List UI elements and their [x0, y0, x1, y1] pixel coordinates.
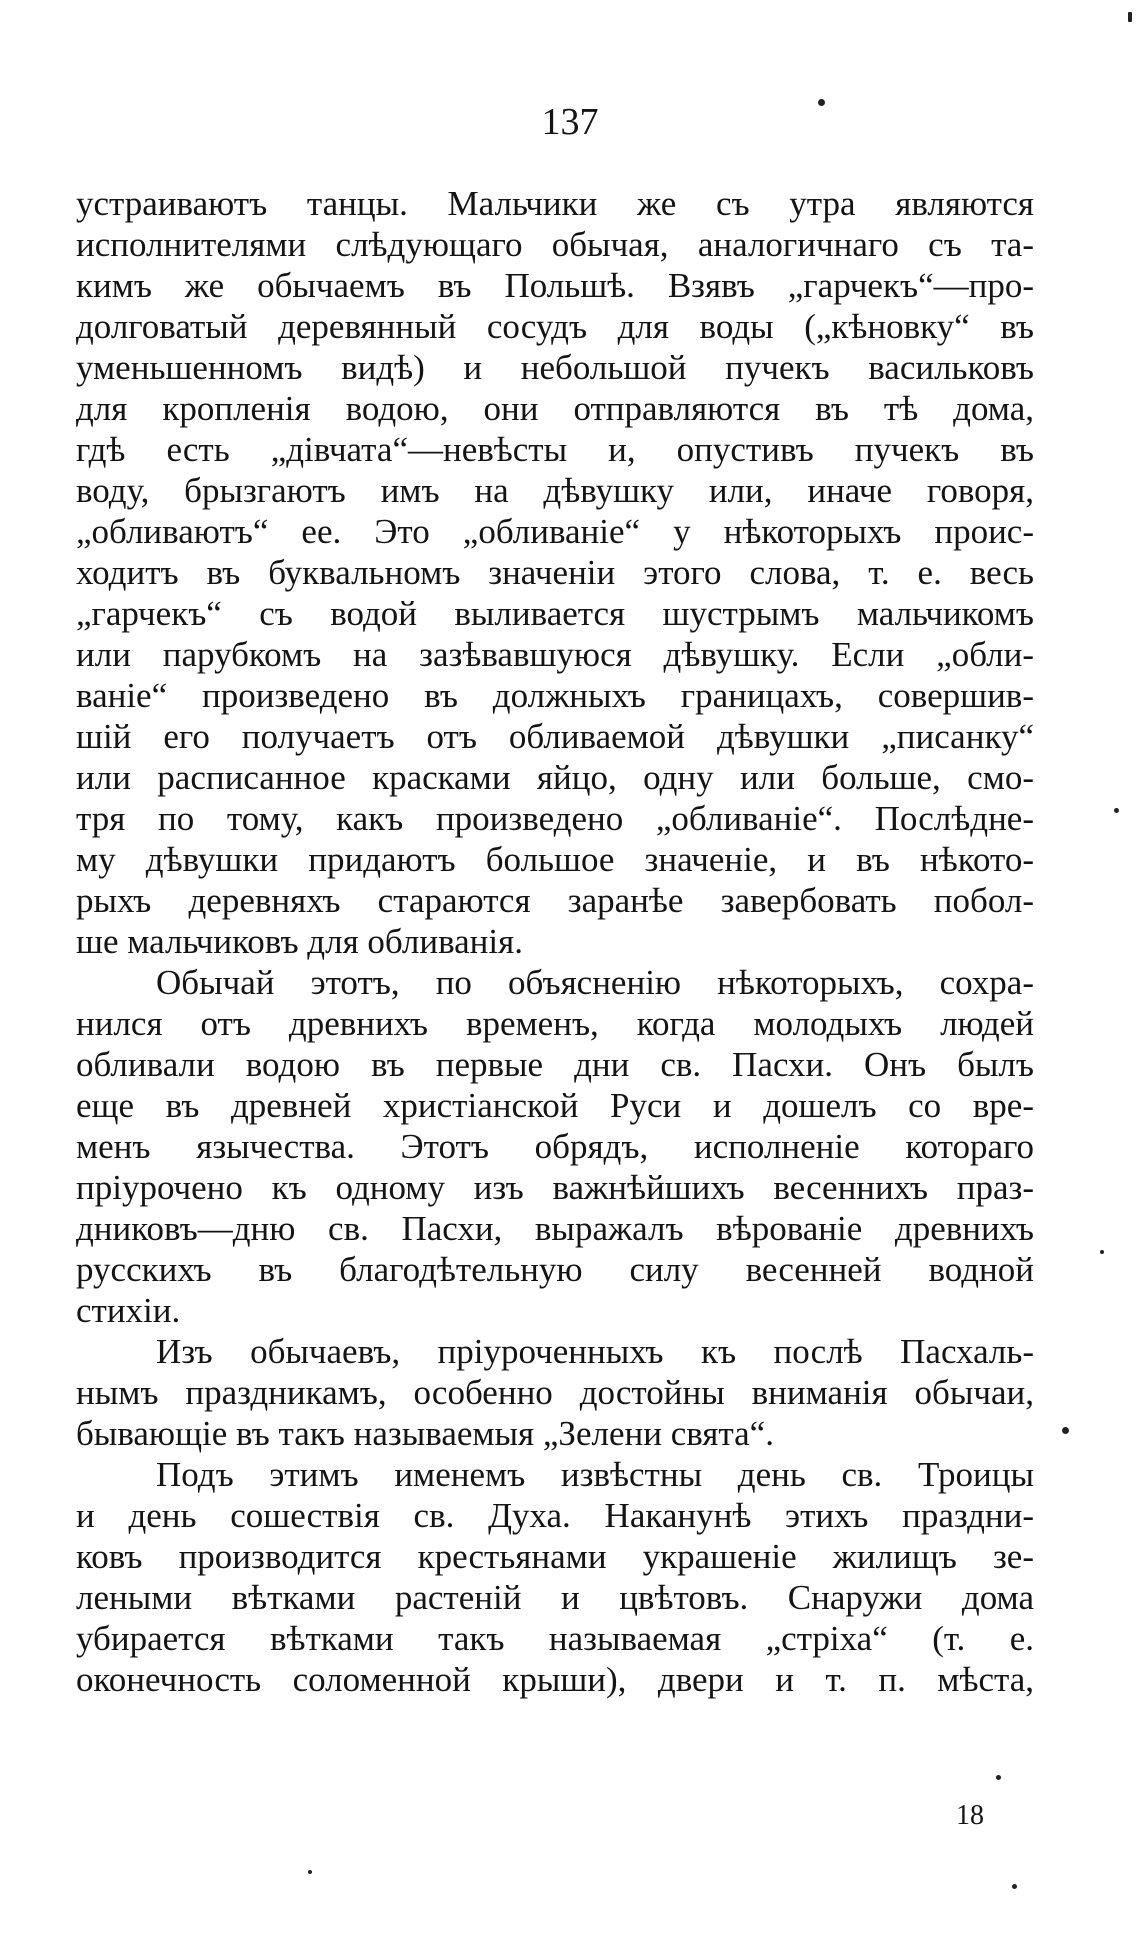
paragraph-1: [76, 183, 1034, 962]
text-line: исполнителями слѣдующаго обычая, аналогичнаго съ та-: [76, 225, 1034, 264]
text-line: Обычай этотъ, по объясненію нѣкоторыхъ, сохра-: [156, 963, 1034, 1002]
text-line: тря по тому, какъ произведено „обливаніе“. Послѣдне-: [76, 799, 1034, 838]
scan-speck: [1100, 1250, 1104, 1254]
scan-speck: [996, 1775, 1001, 1780]
text-line: ваніе“ произведено въ должныхъ границахъ, совершив-: [76, 676, 1034, 715]
text-line: или парубкомъ на зазѣвавшуюся дѣвушку. Если „обли-: [76, 635, 1034, 674]
text-line: устраиваютъ танцы. Мальчики же съ утра являются: [76, 184, 1034, 223]
text-line: ше мальчиковъ для обливанія.: [76, 922, 523, 961]
text-line: Изъ обычаевъ, пріуроченныхъ къ послѣ Пасхаль-: [156, 1332, 1034, 1371]
paragraph-4: [76, 1454, 1034, 1700]
text-line: леными вѣтками растеній и цвѣтовъ. Снаружи дома: [76, 1578, 1034, 1617]
scan-speck: [308, 1870, 312, 1874]
scan-speck: [1114, 808, 1119, 813]
text-line: уменьшенномъ видѣ) и небольшой пучекъ васильковъ: [76, 348, 1034, 387]
text-line: и день сошествія св. Духа. Наканунѣ этихъ праздни-: [76, 1496, 1034, 1535]
text-line: нился отъ древнихъ временъ, когда молодыхъ людей: [76, 1004, 1034, 1043]
page-number: 137: [541, 101, 599, 143]
paragraph-3: [76, 1331, 1034, 1454]
text-line: менъ язычества. Этотъ обрядъ, исполненіе котораго: [76, 1127, 1034, 1166]
text-line: или расписанное красками яйцо, одну или больше, смо-: [76, 758, 1034, 797]
scan-speck: [1128, 12, 1132, 22]
text-line: ходитъ въ буквальномъ значеніи этого слова, т. е. весь: [76, 553, 1034, 592]
text-line: шій его получаетъ отъ обливаемой дѣвушки „писанку“: [76, 717, 1034, 756]
text-line: стихіи.: [76, 1291, 181, 1330]
text-line: „гарчекъ“ съ водой выливается шустрымъ мальчикомъ: [76, 594, 1034, 633]
text-line: для кропленія водою, они отправляются въ тѣ дома,: [76, 389, 1034, 428]
text-line: убирается вѣтками такъ называемая „стріха“ (т. е.: [76, 1619, 1034, 1658]
text-line: дниковъ—дню св. Пасхи, выражалъ вѣрованіе древнихъ: [76, 1209, 1034, 1248]
text-line: кимъ же обычаемъ въ Польшѣ. Взявъ „гарчекъ“—про-: [76, 266, 1034, 305]
scan-speck: [1012, 1884, 1017, 1889]
signature-mark: 18: [956, 1800, 984, 1831]
text-line: ковъ производится крестьянами украшеніе жилищъ зе-: [76, 1537, 1034, 1576]
text-line: русскихъ въ благодѣтельную силу весенней водной: [76, 1250, 1034, 1289]
text-line: рыхъ деревняхъ стараются заранѣе завербовать побол-: [76, 881, 1034, 920]
text-line: бывающіе въ такъ называемыя „Зелени свята“.: [76, 1414, 774, 1453]
text-line: гдѣ есть „дівчата“—невѣсты и, опустивъ пучекъ въ: [76, 430, 1034, 469]
text-line: нымъ праздникамъ, особенно достойны вниманія обычаи,: [76, 1373, 1034, 1412]
text-line: Подъ этимъ именемъ извѣстны день св. Троицы: [156, 1455, 1034, 1494]
text-line: долговатый деревянный сосудъ для воды („кѣновку“ въ: [76, 307, 1034, 346]
text-line: еще въ древней христіанской Руси и дошелъ со вре-: [76, 1086, 1034, 1125]
scan-speck: [818, 99, 825, 106]
text-line: му дѣвушки придаютъ большое значеніе, и въ нѣкото-: [76, 840, 1034, 879]
text-line: „обливаютъ“ ее. Это „обливаніе“ у нѣкоторыхъ проис-: [76, 512, 1034, 551]
text-line: воду, брызгаютъ имъ на дѣвушку или, иначе говоря,: [76, 471, 1034, 510]
paragraph-2: [76, 962, 1034, 1331]
text-line: оконечность соломенной крыши), двери и т. п. мѣста,: [76, 1660, 1034, 1699]
text-line: пріурочено къ одному изъ важнѣйшихъ весеннихъ праз-: [76, 1168, 1034, 1207]
scan-speck: [1062, 1427, 1069, 1434]
text-line: обливали водою въ первые дни св. Пасхи. Онъ былъ: [76, 1045, 1034, 1084]
